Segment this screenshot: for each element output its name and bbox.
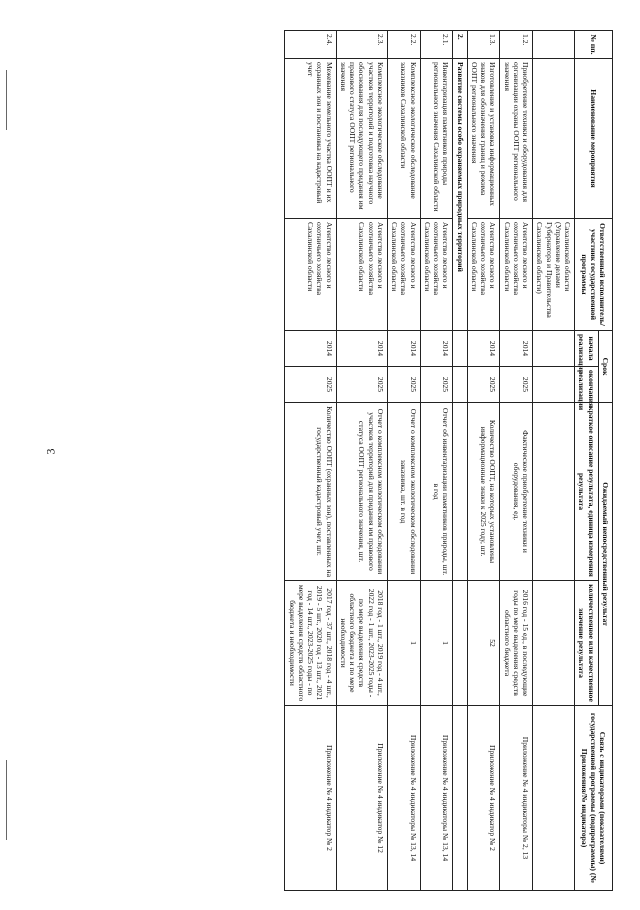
table-row: [467, 31, 500, 891]
cell-empty: [453, 331, 467, 367]
header-executor: Ответственный исполнитель/участник государственной программы: [575, 219, 613, 331]
header-num: № пп.: [575, 31, 613, 59]
header-start: начала реализации: [575, 331, 599, 367]
cell-name: Приобретение техники и оборудования для организации охраны ООПТ регионального значения: [500, 59, 533, 219]
scan-edge-mark: [6, 70, 7, 130]
cell-indicator-link: Приложение № 4 индикатор № 2: [467, 706, 500, 891]
cell-indicator-link: [533, 706, 575, 891]
cell-quantity: 1: [420, 581, 453, 706]
cell-start: 2014: [500, 331, 533, 367]
table-body: [285, 31, 575, 891]
table-row: [500, 31, 533, 891]
table-row: [388, 31, 421, 891]
cell-description: Количество ООПТ, на которых установлены информационные знаки к 2025 году, шт.: [467, 403, 500, 581]
section-row: [453, 31, 467, 891]
cell-start: 2014: [336, 331, 387, 367]
cell-indicator-link: Приложение № 4 индикаторы № 13, 14: [388, 706, 421, 891]
cell-indicator-link: Приложение № 4 индикаторы № 2, 13: [500, 706, 533, 891]
cell-description: [533, 403, 575, 581]
cell-num: 2.2.: [388, 31, 421, 59]
cell-name: Комплексное экологическое обследование участков территорий и подготовка научного обоснования для последующего придания им правового статуса ООПТ регионального значения: [336, 59, 387, 219]
cell-description: Количество ООПТ (охранных зон), поставленных на государственный кадастровый учет, шт.: [285, 403, 336, 581]
cell-description: Отчет о комплексном экологическом обследовании заказника, шт. в год: [388, 403, 421, 581]
table-header: [575, 31, 613, 891]
cell-num: 2.1.: [420, 31, 453, 59]
header-name: Наименование мероприятия: [575, 59, 613, 219]
cell-quantity: 2018 год - 1 шт., 2019 год - 4 шт., 2022 год - 1 шт., 2023-2025 годы - по мере выделения средств областного бюджета и по мере необходимости: [336, 581, 387, 706]
cell-empty: [453, 581, 467, 706]
cell-name: Межевание земельного участка ООПТ и их охранных зон и постановка на кадастровый учет: [285, 59, 336, 219]
cell-executor: Агентство лесного и охотничьего хозяйства Сахалинской области: [420, 219, 453, 331]
cell-start: 2014: [467, 331, 500, 367]
cell-end: 2025: [420, 367, 453, 403]
rotated-page: [95, 30, 613, 890]
cell-indicator-link: Приложение № 4 индикатор № 2: [285, 706, 336, 891]
cell-executor: Агентство лесного и охотничьего хозяйства Сахалинской области: [285, 219, 336, 331]
table-row: [420, 31, 453, 891]
cell-name: Инвентаризация памятников природы регионального значения Сахалинской области: [420, 59, 453, 219]
cell-end: 2025: [388, 367, 421, 403]
cell-start: [533, 331, 575, 367]
table-row: [285, 31, 336, 891]
cell-num: [533, 31, 575, 59]
cell-start: 2014: [420, 331, 453, 367]
cell-quantity: 1: [388, 581, 421, 706]
header-result: Ожидаемый непосредственный результат: [598, 403, 612, 706]
cell-executor: Агентство лесного и охотничьего хозяйства Сахалинской области: [336, 219, 387, 331]
cell-end: 2025: [285, 367, 336, 403]
cell-description: Отчет о комплексном экологическом обследовании участков территорий для придания им правового статуса ООПТ регионального значения, шт.: [336, 403, 387, 581]
cell-executor: Агентство лесного и охотничьего хозяйства Сахалинской области: [467, 219, 500, 331]
cell-num: 1.3.: [467, 31, 500, 59]
cell-name: Комплексное экологическое обследование заказников Сахалинской области: [388, 59, 421, 219]
table-row: [336, 31, 387, 891]
table-row: [533, 31, 575, 891]
cell-end: 2025: [336, 367, 387, 403]
cell-end: [533, 367, 575, 403]
cell-start: 2014: [285, 331, 336, 367]
cell-quantity: 52: [467, 581, 500, 706]
header-end: окончания реализации: [575, 367, 599, 403]
cell-executor: Сахалинской области (Управление делами Губернатора и Правительства Сахалинской области): [533, 219, 575, 331]
page-number: 3: [43, 448, 58, 455]
cell-executor: Агентство лесного и охотничьего хозяйства Сахалинской области: [500, 219, 533, 331]
cell-executor: Агентство лесного и охотничьего хозяйства Сахалинской области: [388, 219, 421, 331]
cell-name: [533, 59, 575, 219]
cell-description: Отчет об инвентаризации памятников природы, шт. в год: [420, 403, 453, 581]
header-description: краткое описание результата, единица измерения результата: [575, 403, 599, 581]
cell-empty: [453, 367, 467, 403]
cell-num: 2.: [453, 31, 467, 59]
cell-name: Изготовление и установка информационных знаков для обозначения границ и режима ООПТ регионального значения: [467, 59, 500, 219]
header-term: Срок: [598, 331, 612, 403]
header-quantity: количественное или качественное значение результата: [575, 581, 599, 706]
cell-quantity: 2016 год - 15 ед., в последующие годы по мере выделения средств областного бюджета: [500, 581, 533, 706]
cell-end: 2025: [500, 367, 533, 403]
cell-indicator-link: Приложение № 4 индикаторы № 13, 14: [420, 706, 453, 891]
cell-end: 2025: [467, 367, 500, 403]
program-measures-table: [285, 30, 614, 891]
cell-empty: [453, 403, 467, 581]
cell-indicator-link: Приложение № 4 индикатор № 12: [336, 706, 387, 891]
cell-start: 2014: [388, 331, 421, 367]
cell-description: Фактическое приобретение техники и оборудования, ед.: [500, 403, 533, 581]
cell-quantity: [533, 581, 575, 706]
scan-edge-mark: [6, 760, 7, 840]
cell-quantity: 2017 год - 37 шт., 2018 год - 4 шт., 2019 - 5 шт., 2020 год - 13 шт., 2021 год - 14 шт., 2023-2025 годы - по мере выделения средств областного бюджета и необходимости: [285, 581, 336, 706]
cell-num: 1.2.: [500, 31, 533, 59]
cell-num: 2.4.: [285, 31, 336, 59]
cell-num: 2.3.: [336, 31, 387, 59]
section-title: Развитие системы особо охраняемых природных территорий: [453, 59, 467, 331]
cell-empty: [453, 706, 467, 891]
header-indicator-link: Связь с индикаторами (показателями) государственной программы (подпрограммы) (№ Приложения/№ индикатора): [575, 706, 613, 891]
